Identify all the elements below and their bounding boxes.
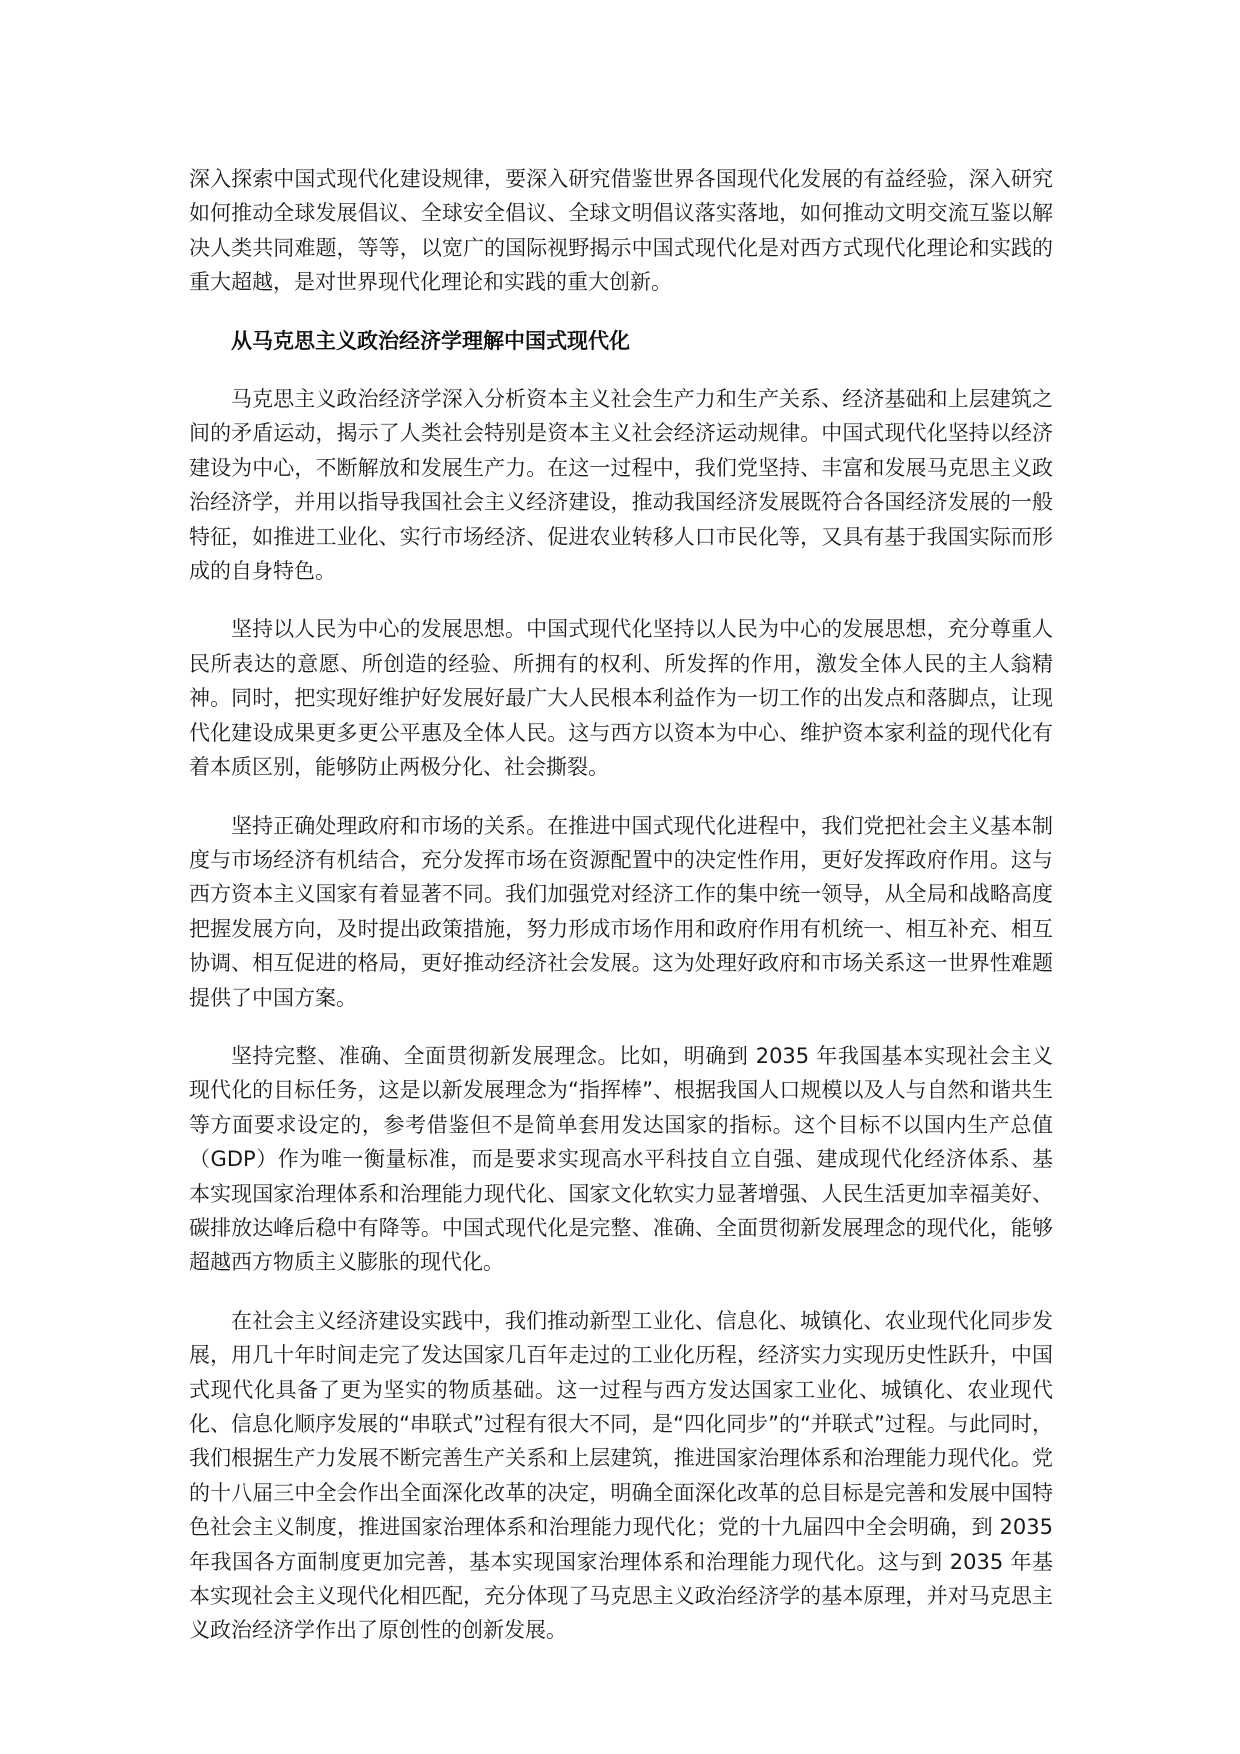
document-body — [189, 162, 1053, 1672]
body-paragraph-5: 在社会主义经济建设实践中，我们推动新型工业化、信息化、城镇化、农业现代化同步发展，用几十年时间走完了发达国家几百年走过的工业化历程，经济实力实现历史性跃升，中国式现代化具备了更为坚实的物质基础。这一过程与西方发达国家工业化、城镇化、农业现代化、信息化顺序发展的“串联式”过程有很大不同，是“四化同步”的“并联式”过程。与此同时，我们根据生产力发展不断完善生产关系和上层建筑，推进国家治理体系和治理能力现代化。党的十八届三中全会作出全面深化改革的决定，明确全面深化改革的总目标是完善和发展中国特色社会主义制度，推进国家治理体系和治理能力现代化；党的十九届四中全会明确，到 2035 年我国各方面制度更加完善，基本实现国家治理体系和治理能力现代化。这与到 2035 年基本实现社会主义现代化相匹配，充分体现了马克思主义政治经济学的基本原理，并对马克思主义政治经济学作出了原创性的创新发展。 — [189, 1308, 1053, 1643]
body-paragraph-3: 坚持正确处理政府和市场的关系。在推进中国式现代化进程中，我们党把社会主义基本制度与市场经济有机结合，充分发挥市场在资源配置中的决定性作用，更好发挥政府作用。这与西方资本主义国家有着显著不同。我们加强党对经济工作的集中统一领导，从全局和战略高度把握发展方向，及时提出政策措施，努力形成市场作用和政府作用有机统一、相互补充、相互协调、相互促进的格局，更好推动经济社会发展。这为处理好政府和市场关系这一世界性难题提供了中国方案。 — [189, 813, 1053, 1010]
body-paragraph-2: 坚持以人民为中心的发展思想。中国式现代化坚持以人民为中心的发展思想，充分尊重人民所表达的意愿、所创造的经验、所拥有的权利、所发挥的作用，激发全体人民的主人翁精神。同时，把实现好维护好发展好最广大人民根本利益作为一切工作的出发点和落脚点，让现代化建设成果更多更公平惠及全体人民。这与西方以资本为中心、维护资本家利益的现代化有着本质区别，能够防止两极分化、社会撕裂。 — [189, 617, 1053, 780]
body-paragraph-4: 坚持完整、准确、全面贯彻新发展理念。比如，明确到 2035 年我国基本实现社会主义现代化的目标任务，这是以新发展理念为“指挥棒”、根据我国人口规模以及人与自然和谐共生等方面要求设定的，参考借鉴但不是简单套用发达国家的指标。这个目标不以国内生产总值（GDP）作为唯一衡量标准，而是要求实现高水平科技自立自强、建成现代化经济体系、基本实现国家治理体系和治理能力现代化、国家文化软实力显著增强、人民生活更加幸福美好、碳排放达峰后稳中有降等。中国式现代化是完整、准确、全面贯彻新发展理念的现代化，能够超越西方物质主义膨胀的现代化。 — [189, 1043, 1053, 1275]
section-heading: 从马克思主义政治经济学理解中国式现代化 — [231, 328, 630, 353]
intro-paragraph: 深入探索中国式现代化建设规律，要深入研究借鉴世界各国现代化发展的有益经验，深入研究如何推动全球发展倡议、全球安全倡议、全球文明倡议落实落地，如何推动文明交流互鉴以解决人类共同难题，等等，以宽广的国际视野揭示中国式现代化是对西方式现代化理论和实践的重大超越，是对世界现代化理论和实践的重大创新。 — [189, 167, 1053, 295]
body-paragraph-1: 马克思主义政治经济学深入分析资本主义社会生产力和生产关系、经济基础和上层建筑之间的矛盾运动，揭示了人类社会特别是资本主义社会经济运动规律。中国式现代化坚持以经济建设为中心，不断解放和发展生产力。在这一过程中，我们党坚持、丰富和发展马克思主义政治经济学，并用以指导我国社会主义经济建设，推动我国经济发展既符合各国经济发展的一般特征，如推进工业化、实行市场经济、促进农业转移人口市民化等，又具有基于我国实际而形成的自身特色。 — [189, 387, 1053, 584]
